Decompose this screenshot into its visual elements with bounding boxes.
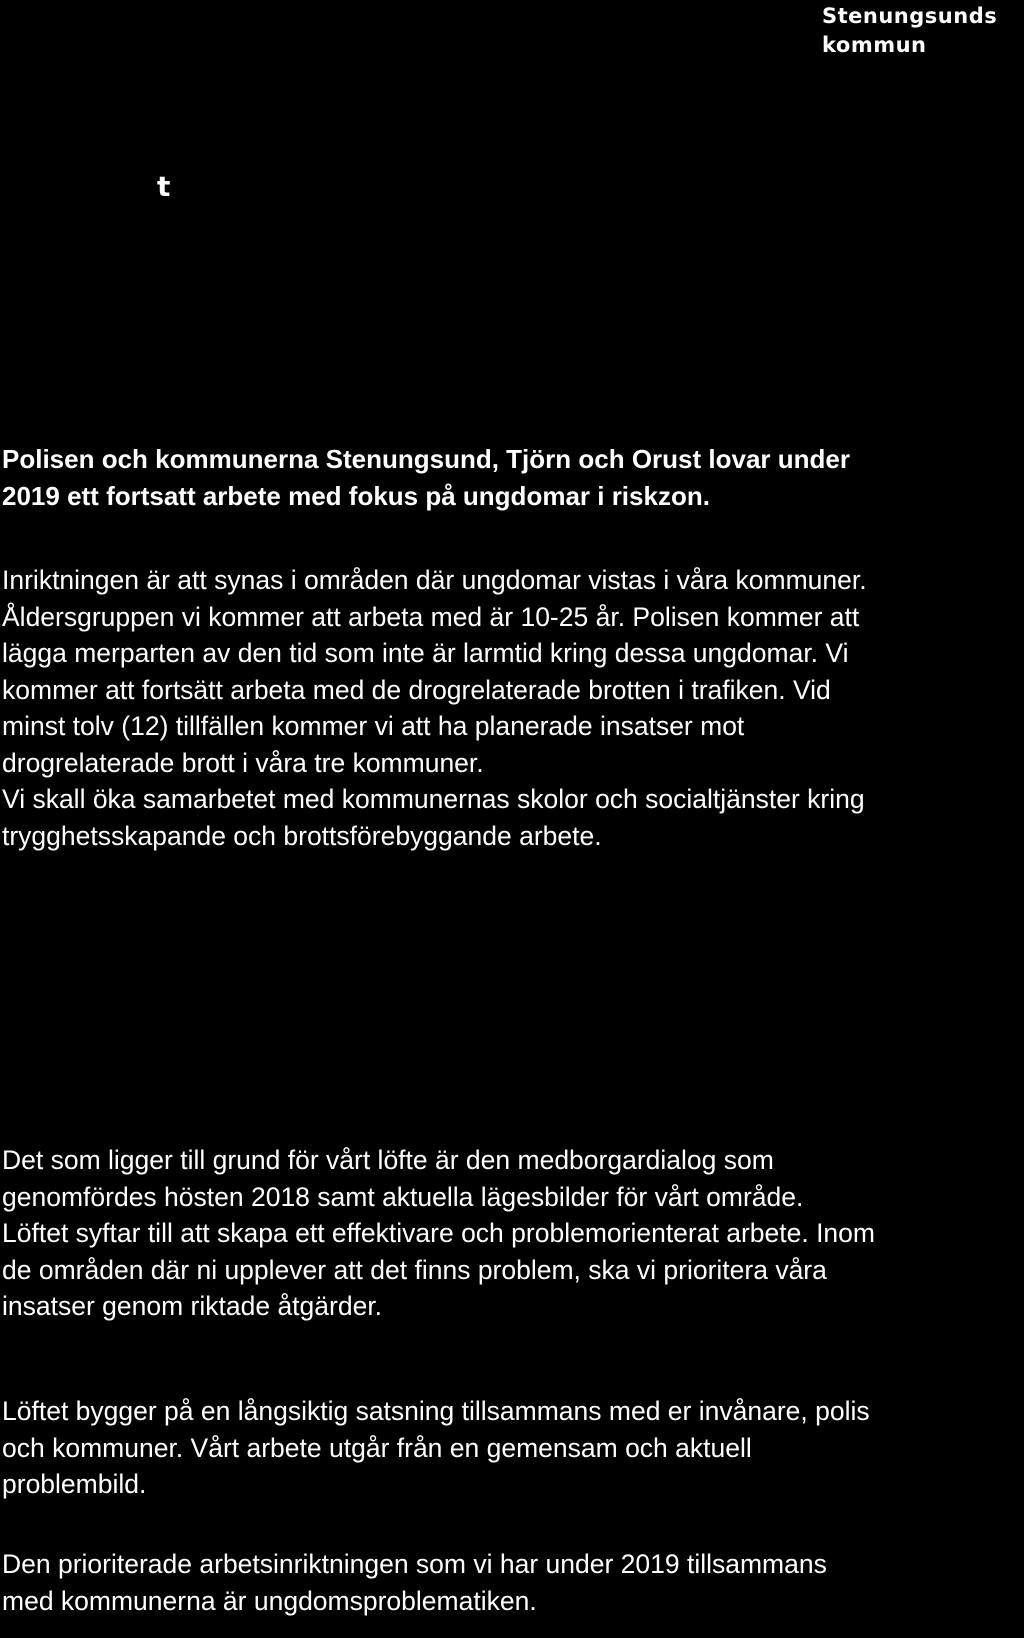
logo-line-1: Stenungsunds	[822, 4, 998, 28]
longterm-line: Löftet bygger på en långsiktig satsning tillsammans med er invånare, polis	[2, 1396, 870, 1426]
municipality-logo	[822, 2, 997, 60]
basis-line: de områden där ni upplever att det finns problem, ska vi prioritera våra	[2, 1254, 827, 1285]
basis-paragraph	[2, 1142, 1022, 1325]
longterm-line: och kommuner. Vårt arbete utgår från en gemensam och aktuell	[2, 1432, 752, 1463]
focus-paragraph	[2, 562, 1022, 854]
intro-line: Polisen och kommunerna Stenungsund, Tjörn och Orust lovar under	[2, 444, 850, 474]
priority-line: med kommunerna är ungdomsproblematiken.	[2, 1585, 537, 1616]
logo-line-2: kommun	[822, 33, 927, 57]
stray-character: t	[157, 170, 171, 203]
focus-line: kommer att fortsätt arbeta med de drogrelaterade brotten i trafiken. Vid	[2, 674, 831, 705]
longterm-line: problembild.	[2, 1469, 147, 1499]
focus-line: Åldersgruppen vi kommer att arbeta med är 10-25 år. Polisen kommer att	[2, 601, 860, 632]
focus-line: Inriktningen är att synas i områden där ungdomar vistas i våra kommuner.	[2, 565, 867, 595]
priority-line: Den prioriterade arbetsinriktningen som vi har under 2019 tillsammans	[2, 1549, 827, 1579]
focus-line: drogrelaterade brott i våra tre kommuner.	[2, 747, 484, 778]
basis-line: Löftet syftar till att skapa ett effektivare och problemorienterat arbete. Inom	[2, 1218, 875, 1248]
longterm-paragraph	[2, 1393, 1022, 1503]
focus-line: minst tolv (12) tillfällen kommer vi att ha planerade insatser mot	[2, 711, 745, 741]
priority-paragraph	[2, 1546, 1022, 1619]
intro-line: 2019 ett fortsatt arbete med fokus på ungdomar i riskzon.	[2, 480, 710, 511]
focus-line: trygghetsskapande och brottsförebyggande arbete.	[2, 820, 602, 851]
basis-line: insatser genom riktade åtgärder.	[2, 1291, 383, 1321]
focus-line: lägga merparten av den tid som inte är larmtid kring dessa ungdomar. Vi	[2, 638, 849, 668]
basis-line: genomfördes hösten 2018 samt aktuella lägesbilder för vårt område.	[2, 1181, 804, 1212]
intro-paragraph	[2, 441, 1022, 514]
focus-line: Vi skall öka samarbetet med kommunernas skolor och socialtjänster kring	[2, 784, 865, 814]
basis-line: Det som ligger till grund för vårt löfte är den medborgardialog som	[2, 1145, 774, 1175]
